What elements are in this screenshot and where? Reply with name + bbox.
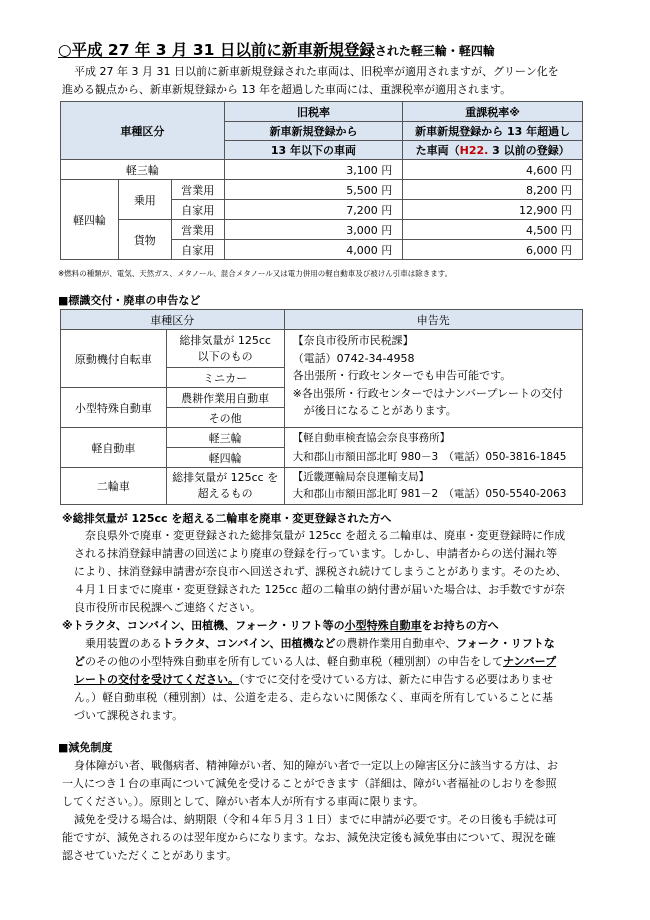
heading-main: ○平成 27 年 3 月 31 日以前に新車新規登録 bbox=[58, 41, 375, 59]
header-category: 車種区分 bbox=[61, 102, 225, 160]
bike-office: 【近畿運輸局奈良運輸支局】 大和郡山市額田部北町 981－2 （電話）050-5540-2063 bbox=[284, 468, 582, 505]
header-old-sub-1: 新車新規登録から bbox=[224, 122, 403, 141]
notice1-line-5: 良市役所市民税課へご連絡ください。 bbox=[74, 601, 261, 614]
section3-line-3: してください。）。原則として、障がい者本人が所有する車両に限ります。 bbox=[62, 795, 424, 808]
notice1-line-2: される抹消登録申請書の回送により廃車の登録を行っています。しかし、申請者からの送付漏れ等 bbox=[74, 547, 558, 560]
notice1-line-4: ４月１日までに廃車・変更登録された 125cc 超の二輪車の納付書が届いた場合は、お手数ですが奈 bbox=[74, 583, 566, 596]
kei-label: 軽自動車 bbox=[61, 428, 167, 468]
moped-label: 原動機付自転車 bbox=[61, 330, 167, 388]
s2-header-office: 申告先 bbox=[284, 310, 582, 330]
notice2-line-2: どのその他の小型特殊自動車を所有している人は、軽自動車税（種別割）の申告をしてナンバープ bbox=[74, 655, 557, 668]
header-heavy-rate: 重課税率※ bbox=[403, 102, 583, 122]
notice2-line-5: づいて課税されます。 bbox=[74, 709, 184, 722]
header-heavy-sub-1: 新車新規登録から 13 年超過し bbox=[403, 122, 583, 141]
row-passenger-private: 自家用 7,200 円 12,900 円 bbox=[61, 200, 583, 220]
small-special-label: 小型特殊自動車 bbox=[61, 388, 167, 428]
section3-line-6: 認させていただくことがあります。 bbox=[62, 849, 238, 862]
small-special-sub-2: その他 bbox=[166, 408, 284, 428]
nara-city-office: 【奈良市役所市民税課】 （電話）0742-34-4958 各出張所・行政センターでも申告可能です。 ※各出張所・行政センターではナンバープレートの交付 が後日になることがあります。 bbox=[284, 330, 582, 428]
intro-line-2: 進める観点から、新車新規登録から 13 年を超過した車両には、重課税率が適用されます。 bbox=[62, 83, 512, 96]
notice2-title: ※トラクタ、コンバイン、田植機、フォーク・リフト等の小型特殊自動車をお持ちの方へ bbox=[62, 619, 499, 632]
section3-title: ■減免制度 bbox=[58, 741, 113, 754]
s2-header-category: 車種区分 bbox=[61, 310, 285, 330]
section3-line-2: 一人につき１台の車両について減免を受けることができます（詳細は、障がい者福祉のしおりを参照 bbox=[62, 777, 557, 790]
kei-office: 【軽自動車検査協会奈良事務所】 大和郡山市額田部北町 980－3 （電話）050-3816-1845 bbox=[284, 428, 582, 468]
section2-title: ■標識交付・廃車の申告など bbox=[58, 294, 201, 307]
notice1-title: ※総排気量が 125cc を超える二輪車を廃車・変更登録された方へ bbox=[62, 512, 392, 525]
moped-sub-1: 総排気量が 125cc 以下のもの bbox=[166, 330, 284, 368]
intro-line-1: 平成 27 年 3 月 31 日以前に新車新規登録された車両は、旧税率が適用されますが、グリーン化を bbox=[74, 65, 559, 78]
notice2-line-3: レートの交付を受けてください。（すでに交付を受けている方は、新たに申告する必要はありませ bbox=[74, 673, 553, 686]
tax-rate-table bbox=[60, 101, 583, 260]
registration-table bbox=[60, 309, 583, 505]
bike-label: 二輪車 bbox=[61, 468, 167, 505]
header-old-sub-2: 13 年以下の車両 bbox=[224, 141, 403, 160]
kei-sub-2: 軽四輪 bbox=[166, 448, 284, 468]
heading-suffix: された軽三輪・軽四輪 bbox=[374, 44, 495, 58]
section-heading bbox=[58, 38, 618, 60]
notice1-line-1: 奈良県外で廃車・変更登録された総排気量が 125cc を超える二輪車は、廃車・変更登録時に作成 bbox=[85, 529, 566, 542]
notice2-line-4: ん。）軽自動車税（種別割）は、公道を走る、走らないに関係なく、車両を所有していることに基 bbox=[74, 691, 553, 704]
header-heavy-sub-2: た車両（H22. 3 以前の登録） bbox=[403, 141, 583, 160]
small-special-sub-1: 農耕作業用自動車 bbox=[166, 388, 284, 408]
section3-line-5: 能ですが、減免されるのは翌年度からになります。なお、減免決定後も減免事由について、現況を確 bbox=[62, 831, 556, 844]
row-passenger-business: 軽四輪 乗用 営業用 5,500 円 8,200 円 bbox=[61, 180, 583, 200]
section3-line-1: 身体障がい者、戦傷病者、精神障がい者、知的障がい者で一定以上の障害区分に該当する方は、お bbox=[74, 759, 558, 772]
bike-sub: 総排気量が 125cc を 超えるもの bbox=[166, 468, 284, 505]
notice2-line-1: 乗用装置のあるトラクタ、コンバイン、田植機などの農耕作業用自動車や、フォーク・リフトな bbox=[85, 637, 555, 650]
section3-line-4: 減免を受ける場合は、納期限（令和４年５月３１日）までに申請が必要です。その日後も手続は可 bbox=[74, 813, 558, 826]
row-cargo-private: 自家用 4,000 円 6,000 円 bbox=[61, 240, 583, 260]
table-note: ※燃料の種類が、電気、天然ガス、メタノール、混合メタノール又は電力併用の軽自動車及び被けん引車は除きます。 bbox=[58, 269, 453, 278]
moped-sub-2: ミニカー bbox=[166, 368, 284, 388]
notice1-line-3: により、抹消登録申請書が奈良市へ回送されず、課税され続けてしまうことがあります。そのため、 bbox=[74, 565, 567, 578]
row-cargo-business: 貨物 営業用 3,000 円 4,500 円 bbox=[61, 220, 583, 240]
row-kei3: 軽三輪 3,100 円 4,600 円 bbox=[61, 160, 583, 180]
header-old-rate: 旧税率 bbox=[224, 102, 403, 122]
kei-sub-1: 軽三輪 bbox=[166, 428, 284, 448]
